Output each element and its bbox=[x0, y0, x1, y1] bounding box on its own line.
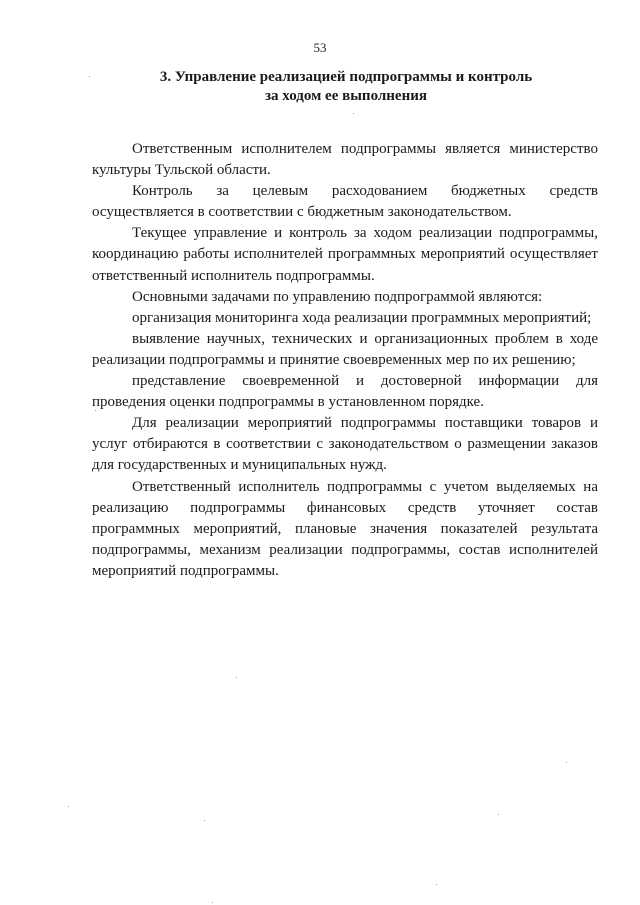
paragraph-task-problems: выявление научных, технических и организационных проблем в ходе реализации подпрограммы и принятие своевременных мер по их решению; bbox=[92, 330, 598, 368]
section-title-line-1: 3. Управление реализацией подпрограммы и контроль bbox=[159, 69, 533, 85]
paragraph-responsible-executor: Ответственным исполнителем подпрограммы является министерство культуры Тульской области. bbox=[92, 141, 598, 179]
paragraph-task-information: представление своевременной и достоверной информации для проведения оценки подпрограммы в установленном порядке. bbox=[92, 373, 598, 411]
section-title bbox=[92, 68, 600, 106]
paragraph-main-tasks: Основными задачами по управлению подпрограммой являются: bbox=[132, 288, 543, 305]
body-text bbox=[92, 139, 598, 582]
paragraph-budget-control: Контроль за целевым расходованием бюджетных средств осуществляется в соответствии с бюджетным законодательством. bbox=[92, 183, 598, 221]
page-number: 53 bbox=[313, 40, 327, 55]
paragraph-refinement: Ответственный исполнитель подпрограммы с учетом выделяемых на реализацию подпрограммы финансовых средств уточняет состав программных мероприятий, плановые значения показателей результата подпрограммы, механизм реализации подпрограммы, состав исполнителей мероприятий подпрограммы. bbox=[92, 478, 598, 579]
paragraph-task-monitoring: организация мониторинга хода реализации программных мероприятий; bbox=[132, 309, 592, 326]
paragraph-current-management: Текущее управление и контроль за ходом реализации подпрограммы, координацию работы исполнителей программных мероприятий осуществляет ответственный исполнитель подпрограммы. bbox=[92, 225, 598, 284]
paragraph-suppliers: Для реализации мероприятий подпрограммы поставщики товаров и услуг отбираются в соответствии с законодательством о размещении заказов для государственных и муниципальных нужд. bbox=[92, 415, 598, 474]
section-title-line-2: за ходом ее выполнения bbox=[265, 88, 427, 104]
